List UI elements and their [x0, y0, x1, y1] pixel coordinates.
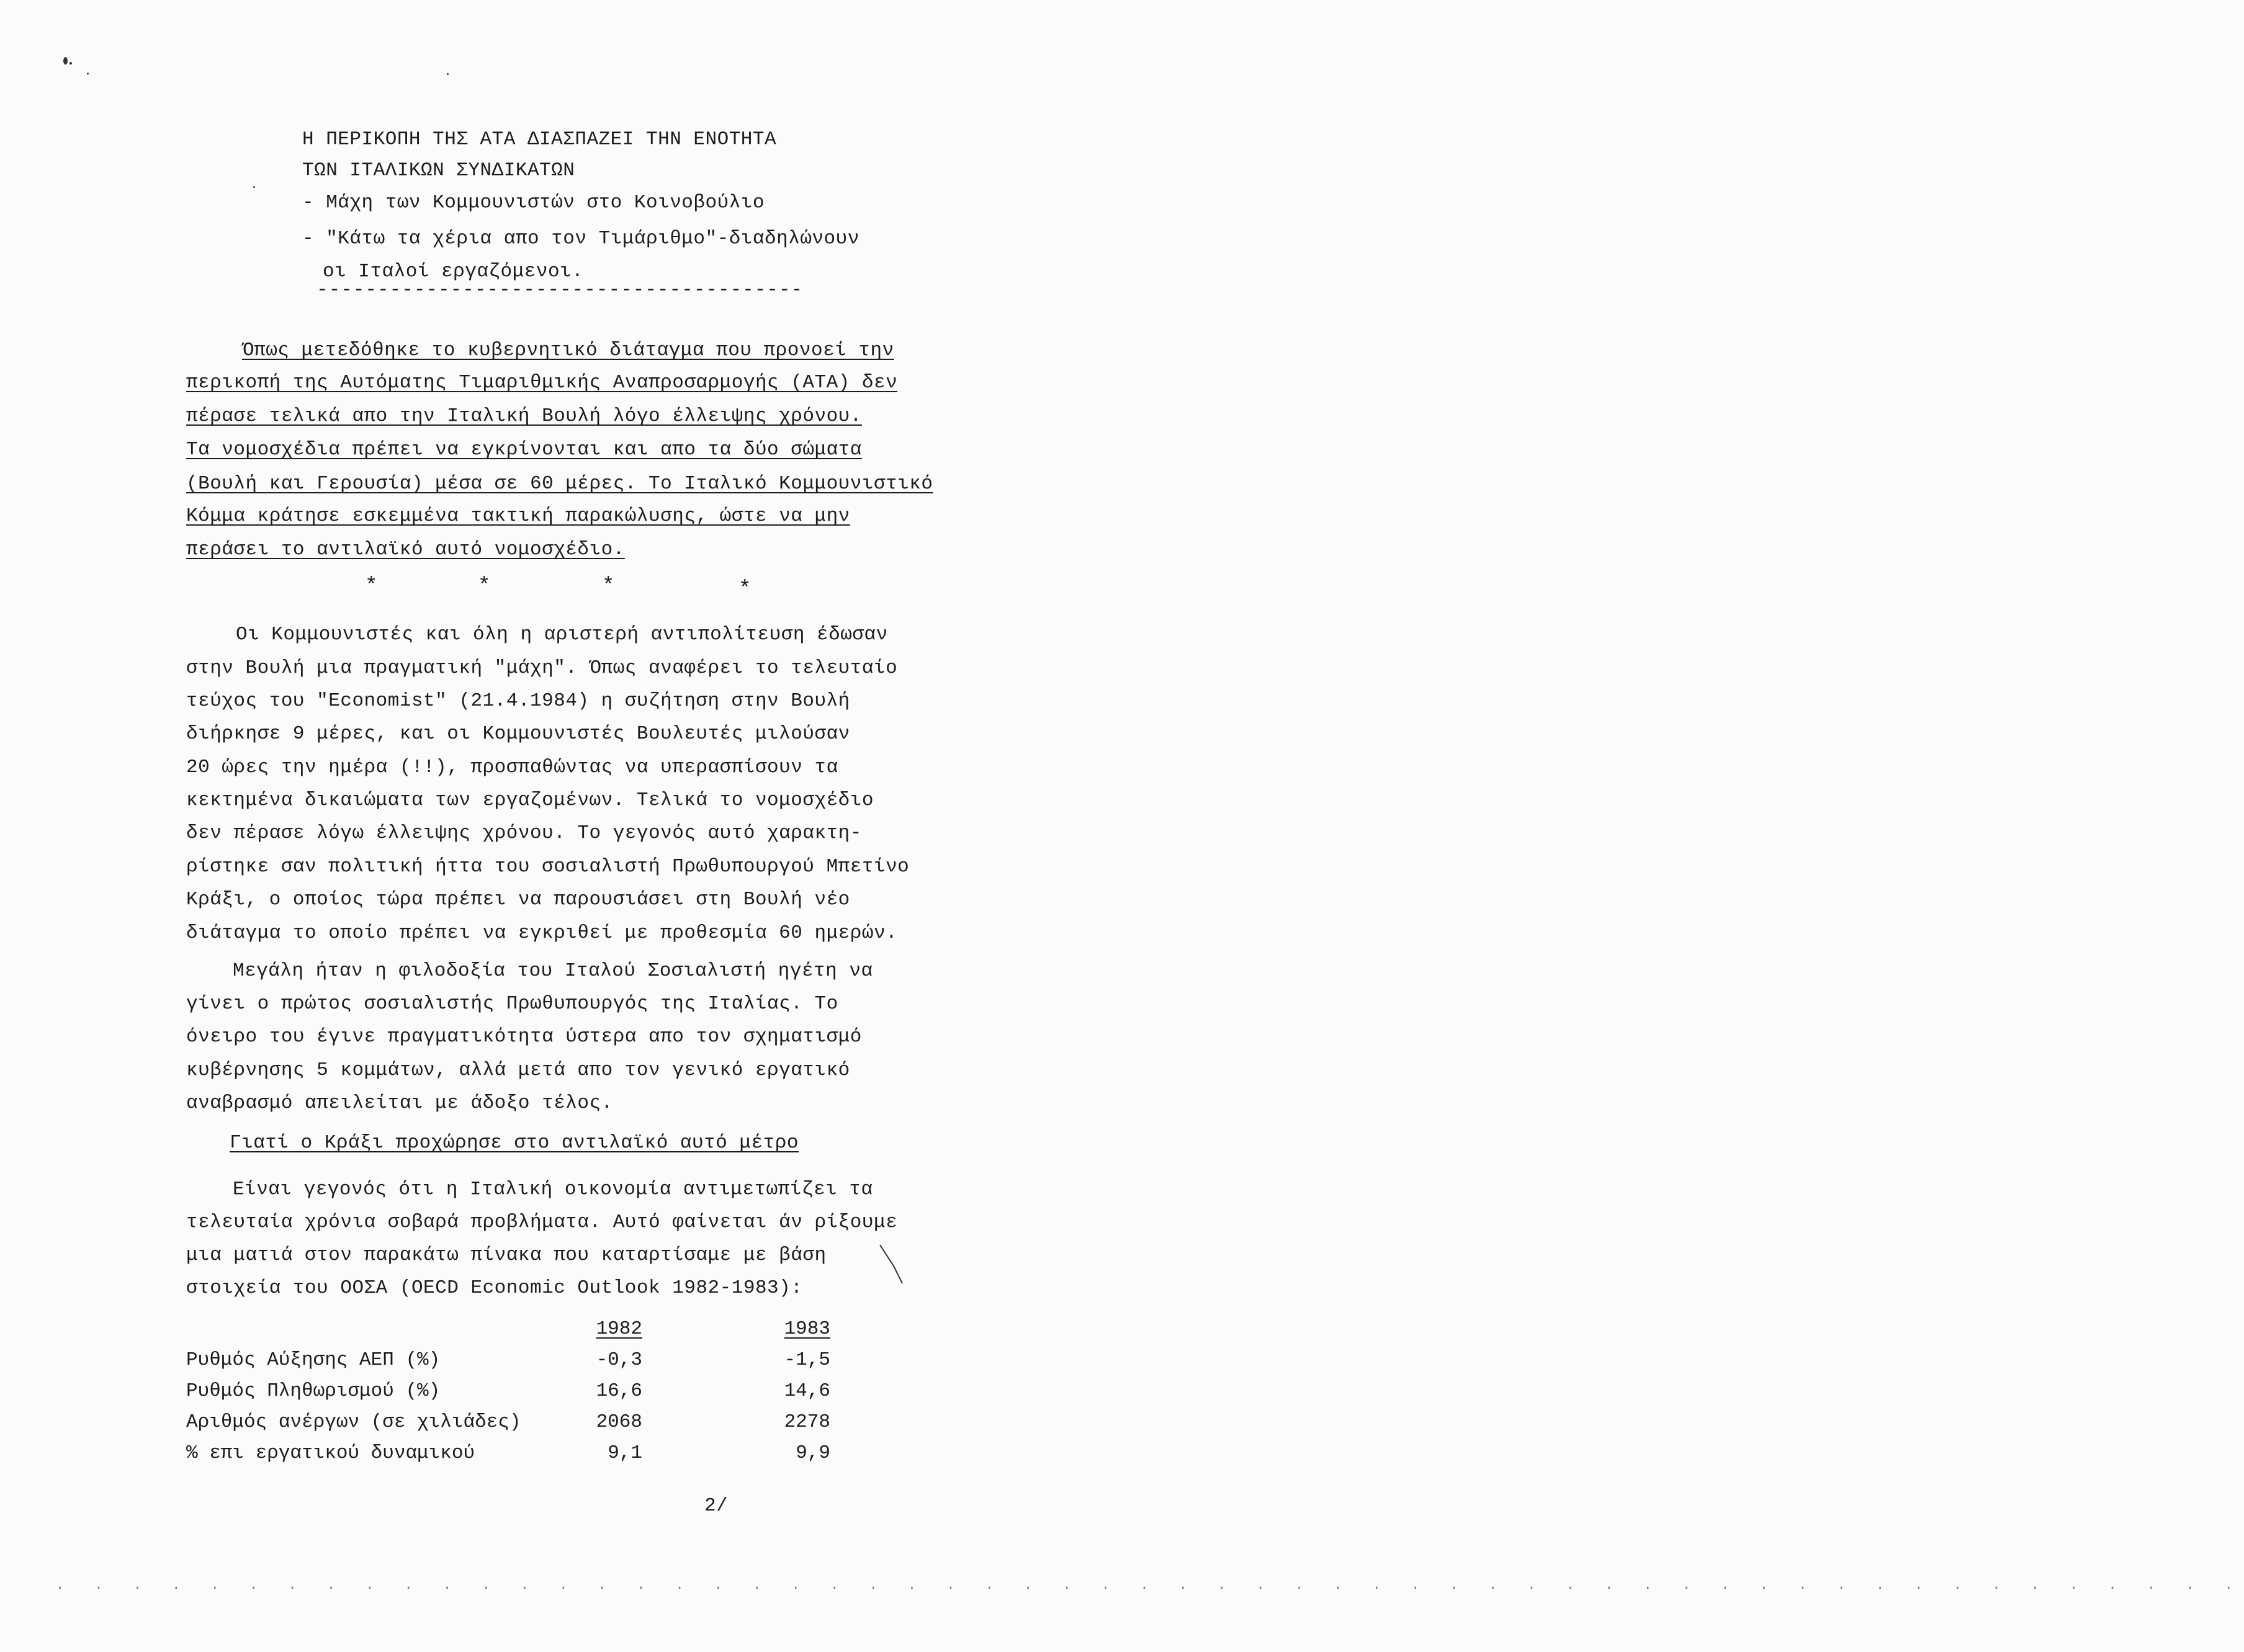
body-line: μια ματιά στον παρακάτω πίνακα που καταρτίσαμε με βάση: [186, 1244, 827, 1266]
intro-line: περικοπή της Αυτόματης Τιμαριθμικής Αναπροσαρμογής (ΑΤΑ) δεν: [186, 372, 898, 393]
table-row-label: Ρυθμός Αύξησης ΑΕΠ (%): [186, 1349, 441, 1371]
body-line: διήρκησε 9 μέρες, και οι Κομμουνιστές Βουλευτές μιλούσαν: [186, 723, 850, 745]
scan-speck: [70, 62, 72, 65]
body-line: τεύχος του "Economist" (21.4.1984) η συζήτηση στην Βουλή: [186, 690, 850, 712]
page-number: 2/: [704, 1495, 729, 1517]
body-line: τελευταία χρόνια σοβαρά προβλήματα. Αυτό φαίνεται άν ρίξουμε: [186, 1211, 898, 1233]
body-line: Είναι γεγονός ότι η Ιταλική οικονομία αντιμετωπίζει τα: [233, 1178, 873, 1200]
body-line: κεκτημένα δικαιώματα των εργαζομένων. Τελικά το νομοσχέδιο: [186, 789, 874, 811]
scan-speck: [63, 57, 68, 65]
body-line: Οι Κομμουνιστές και όλη η αριστερή αντιπολίτευση έδωσαν: [236, 624, 888, 645]
body-line: Κράξι, ο οποίος τώρα πρέπει να παρουσιάσει στη Βουλή νέο: [186, 889, 850, 910]
table-cell-1982: 9,1: [608, 1442, 642, 1464]
subheadline-line-3: οι Ιταλοί εργαζόμενοι.: [323, 261, 584, 282]
scan-speck: [87, 73, 89, 74]
body-line: 20 ώρες την ημέρα (!!), προσπαθώντας να υπερασπίσουν τα: [186, 756, 838, 778]
headline-line-1: Η ΠΕΡΙΚΟΠΗ ΤΗΣ ΑΤΑ ΔΙΑΣΠΑΖΕΙ ΤΗΝ ΕΝΟΤΗΤΑ: [302, 128, 777, 150]
subheadline-line-1: - Μάχη των Κομμουνιστών στο Κοινοβούλιο: [302, 192, 765, 213]
intro-line: Κόμμα κράτησε εσκεμμένα τακτική παρακώλυσης, ώστε να μην: [186, 505, 850, 527]
separator-star: *: [365, 575, 378, 598]
scan-noise-dots: . . . . . . . . . . . . . . . . . . . . . . . . . . . . . . . . . . . . . . . . . . . . . . . . . . . . . . . . .: [56, 1578, 2244, 1593]
intro-line: Τα νομοσχέδια πρέπει να εγκρίνονται και απο τα δύο σώματα: [186, 439, 862, 460]
intro-line: πέρασε τελικά απο την Ιταλική Βουλή λόγο έλλειψης χρόνου.: [186, 405, 862, 427]
header-dashed-rule: ----------------------------------------: [316, 279, 804, 301]
table-cell-1983: 2278: [784, 1411, 830, 1433]
body-line: στοιχεία του ΟΟΣΑ (OECD Economic Outlook 1982-1983):: [186, 1277, 803, 1299]
intro-line: (Βουλή και Γερουσία) μέσα σε 60 μέρες. Το Ιταλικό Κομμουνιστικό: [186, 473, 933, 495]
table-cell-1982: 2068: [596, 1411, 642, 1433]
table-cell-1983: -1,5: [784, 1349, 830, 1371]
body-line: ρίστηκε σαν πολιτική ήττα του σοσιαλιστή Πρωθυπουργού Μπετίνο: [186, 856, 910, 878]
separator-star: *: [738, 578, 752, 601]
separator-star: *: [478, 575, 491, 598]
headline-line-2: ΤΩΝ ΙΤΑΛΙΚΩΝ ΣΥΝΔΙΚΑΤΩΝ: [302, 159, 575, 181]
body-line: κυβέρνησης 5 κομμάτων, αλλά μετά απο τον γενικό εργατικό: [186, 1059, 850, 1081]
body-line: δεν πέρασε λόγω έλλειψης χρόνου. Το γεγονός αυτό χαρακτη-: [186, 822, 862, 844]
table-header-1982: 1982: [596, 1318, 642, 1340]
table-cell-1983: 9,9: [796, 1442, 830, 1464]
scan-speck: [447, 73, 449, 75]
table-header-1983: 1983: [784, 1318, 830, 1340]
body-line: αναβρασμό απειλείται με άδοξο τέλος.: [186, 1092, 613, 1114]
body-line: γίνει ο πρώτος σοσιαλιστής Πρωθυπουργός της Ιταλίας. Το: [186, 993, 838, 1015]
body-line: όνειρο του έγινε πραγματικότητα ύστερα απο τον σχηματισμό: [186, 1026, 862, 1048]
margin-pen-mark: [875, 1241, 912, 1285]
table-row-label: Αριθμός ανέργων (σε χιλιάδες): [186, 1411, 521, 1433]
body-line: στην Βουλή μια πραγματική "μάχη". Όπως αναφέρει το τελευταίο: [186, 657, 898, 679]
intro-line: περάσει το αντιλαϊκό αυτό νομοσχέδιο.: [186, 539, 625, 560]
table-row-label: Ρυθμός Πληθωρισμού (%): [186, 1380, 441, 1402]
subheadline-line-2: - "Κάτω τα χέρια απο τον Τιμάριθμο"-διαδηλώνουν: [302, 228, 859, 249]
table-row-label: % επι εργατικού δυναμικού: [186, 1442, 475, 1464]
table-cell-1982: 16,6: [596, 1380, 642, 1402]
section-heading: Γιατί ο Κράξι προχώρησε στο αντιλαϊκό αυτό μέτρο: [230, 1132, 799, 1154]
scan-speck: [253, 186, 255, 188]
body-line: Μεγάλη ήταν η φιλοδοξία του Ιταλού Σοσιαλιστή ηγέτη να: [233, 960, 873, 982]
table-cell-1983: 14,6: [784, 1380, 830, 1402]
intro-line: Όπως μετεδόθηκε το κυβερνητικό διάταγμα που προνοεί την: [242, 339, 894, 361]
table-cell-1982: -0,3: [596, 1349, 642, 1371]
separator-star: *: [602, 575, 615, 598]
body-line: διάταγμα το οποίο πρέπει να εγκριθεί με προθεσμία 60 ημερών.: [186, 922, 898, 944]
